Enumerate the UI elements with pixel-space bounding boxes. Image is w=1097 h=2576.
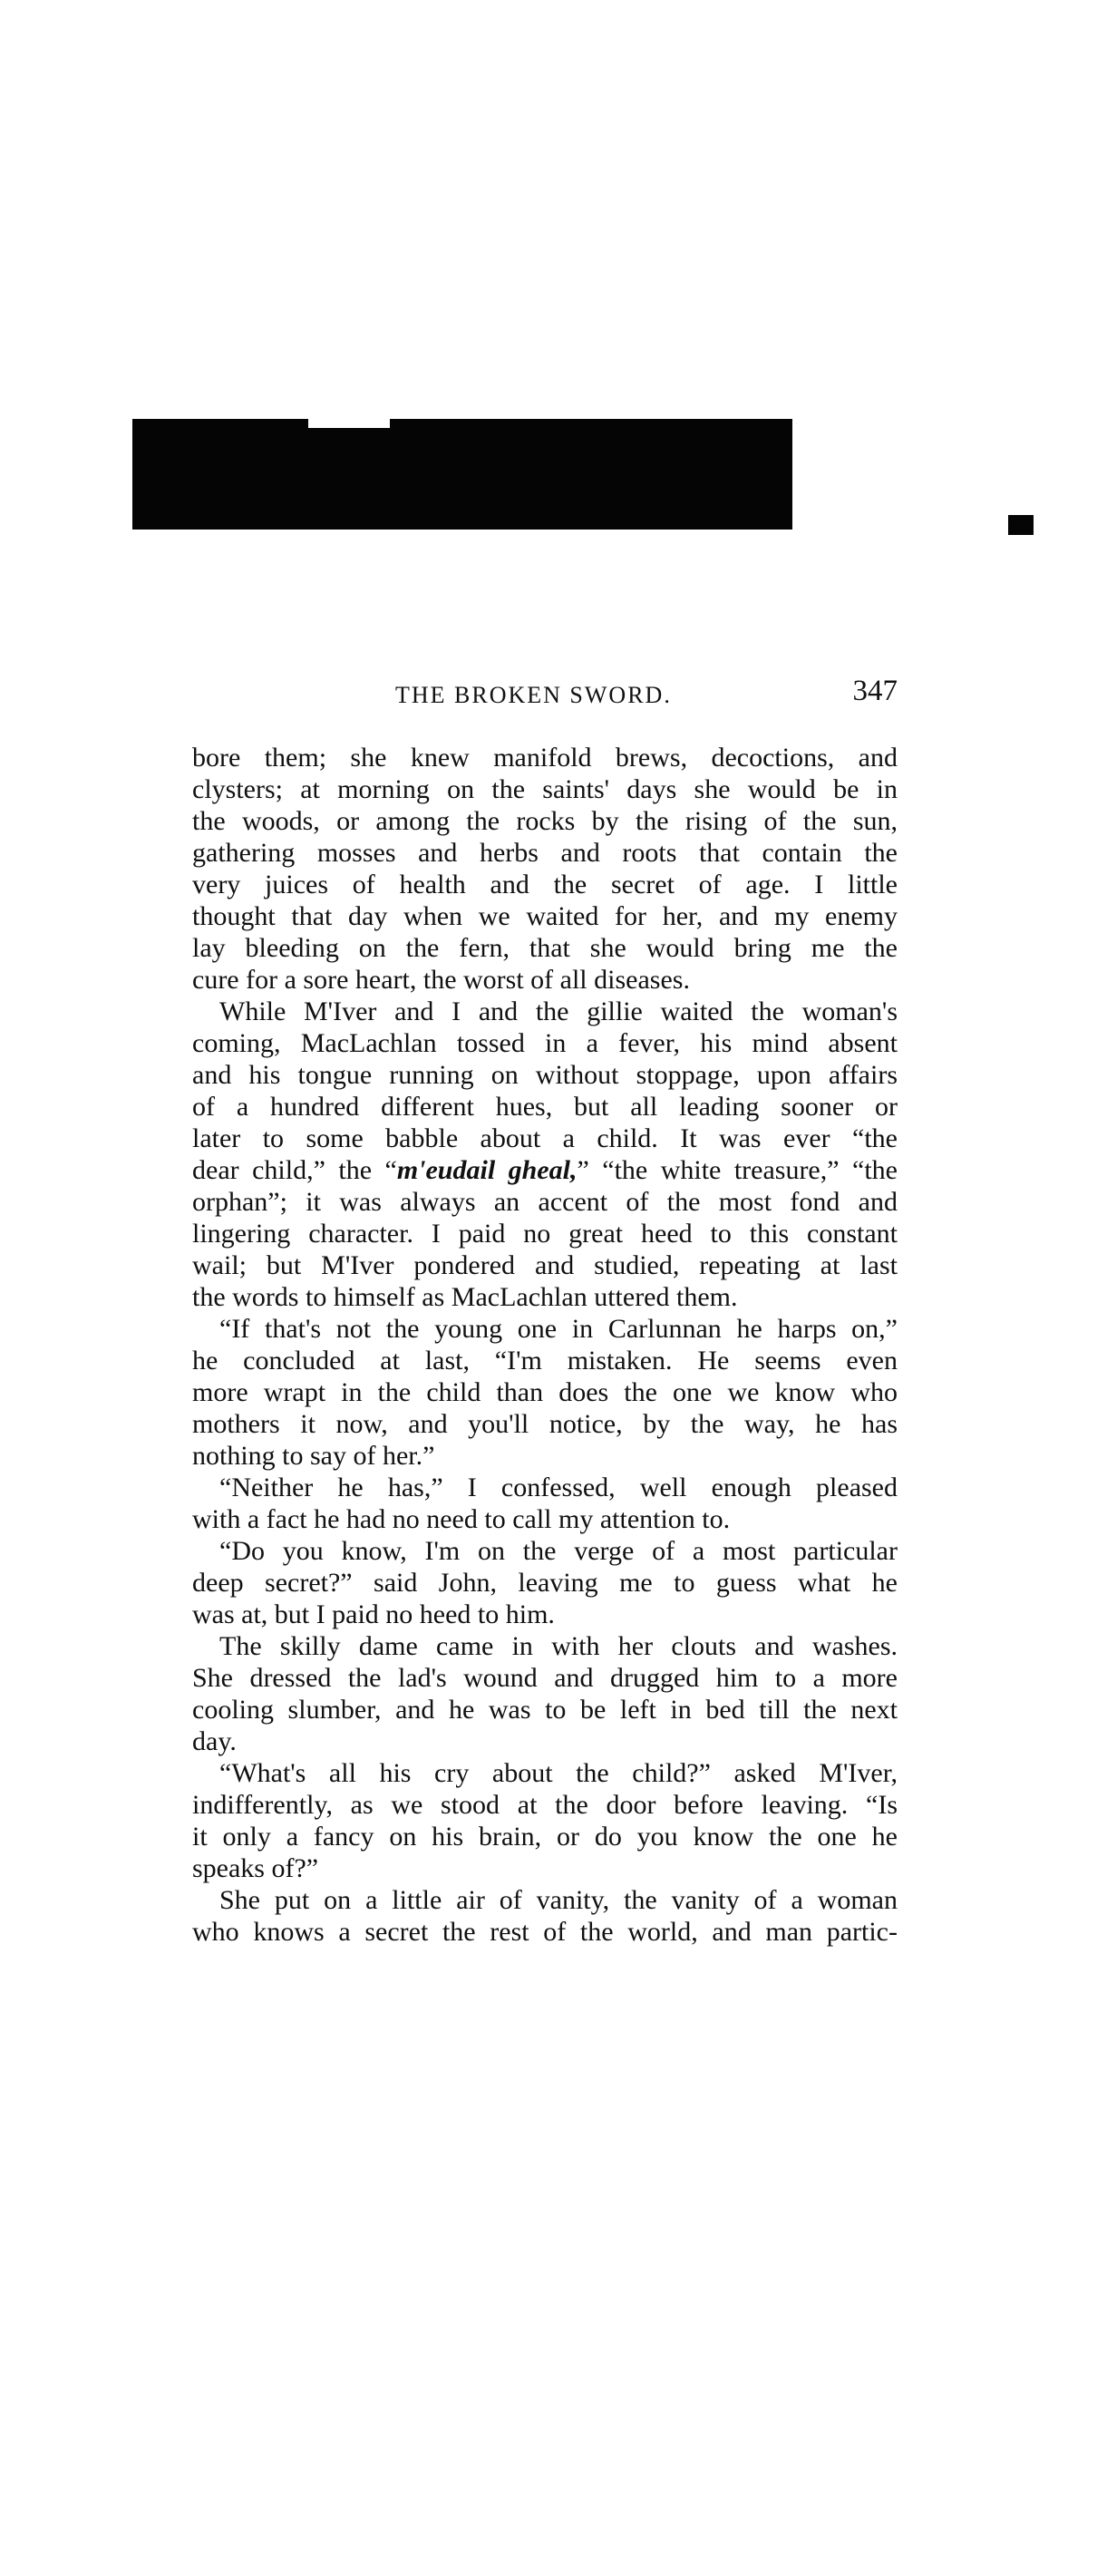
text-line: clysters; at morning on the saints' days she would be in (192, 774, 898, 804)
redaction-bar (132, 419, 792, 530)
text-line: with a fact he had no need to call my attention to. (192, 1504, 731, 1534)
running-head (192, 675, 898, 716)
text-line: cure for a sore heart, the worst of all diseases. (192, 965, 690, 995)
running-title: THE BROKEN SWORD. (395, 682, 672, 708)
text-line: speaks of?” (192, 1853, 319, 1883)
text-line: day. (192, 1726, 237, 1756)
text-fragment: dear child,” the “ (192, 1155, 397, 1185)
text-line: very juices of health and the secret of age. I little (192, 870, 898, 899)
text-line: lay bleeding on the fern, that she would bring me the (192, 933, 898, 963)
text-line: the woods, or among the rocks by the rising of the sun, (192, 806, 898, 836)
text-line: bore them; she knew manifold brews, decoctions, and (192, 743, 898, 773)
text-line: She dressed the lad's wound and drugged him to a more (192, 1663, 898, 1693)
text-line: was at, but I paid no heed to him. (192, 1599, 555, 1629)
text-line: and his tongue running on without stoppage, upon affairs (192, 1060, 898, 1090)
text-line: of a hundred different hues, but all leading sooner or (192, 1092, 898, 1122)
text-line: gathering mosses and herbs and roots that contain the (192, 838, 898, 868)
text-line: “If that's not the young one in Carlunnan he harps on,” (219, 1314, 898, 1344)
text-line: lingering character. I paid no great heed to this constant (192, 1219, 898, 1249)
text-line: who knows a secret the rest of the world, and man partic- (192, 1917, 898, 1947)
gaelic-phrase: m'eudail gheal, (396, 1155, 578, 1185)
text-fragment: ” “the white treasure,” “the (577, 1155, 898, 1185)
text-line: coming, MacLachlan tossed in a fever, his mind absent (192, 1028, 898, 1058)
text-line: “Do you know, I'm on the verge of a most particular (219, 1536, 898, 1566)
text-line: She put on a little air of vanity, the vanity of a woman (219, 1885, 898, 1915)
page-number: 347 (852, 675, 898, 707)
text-line: orphan”; it was always an accent of the most fond and (192, 1187, 898, 1217)
text-line: more wrapt in the child than does the one we know who (192, 1377, 898, 1407)
scan-mark (1008, 515, 1034, 535)
text-line: indifferently, as we stood at the door before leaving. “Is (192, 1790, 898, 1820)
text-line: deep secret?” said John, leaving me to guess what he (192, 1568, 898, 1598)
text-line: mothers it now, and you'll notice, by the way, he has (192, 1409, 898, 1439)
text-line-with-italic (192, 1154, 898, 1186)
text-line: While M'Iver and I and the gillie waited the woman's (219, 996, 898, 1026)
text-line: cooling slumber, and he was to be left in bed till the next (192, 1695, 898, 1725)
text-line: he concluded at last, “I'm mistaken. He seems even (192, 1346, 898, 1375)
text-line: “Neither he has,” I confessed, well enough pleased (219, 1473, 898, 1502)
text-line: later to some babble about a child. It was ever “the (192, 1123, 898, 1153)
text-line: wail; but M'Iver pondered and studied, repeating at last (192, 1250, 898, 1280)
text-line: The skilly dame came in with her clouts and washes. (219, 1631, 898, 1661)
text-line: the words to himself as MacLachlan uttered them. (192, 1282, 738, 1312)
text-line: it only a fancy on his brain, or do you know the one he (192, 1822, 898, 1852)
text-line: “What's all his cry about the child?” asked M'Iver, (219, 1758, 898, 1788)
text-line: thought that day when we waited for her, and my enemy (192, 901, 898, 931)
redaction-bar-notch (308, 419, 390, 428)
body-text (192, 742, 898, 1948)
text-line: nothing to say of her.” (192, 1441, 435, 1471)
